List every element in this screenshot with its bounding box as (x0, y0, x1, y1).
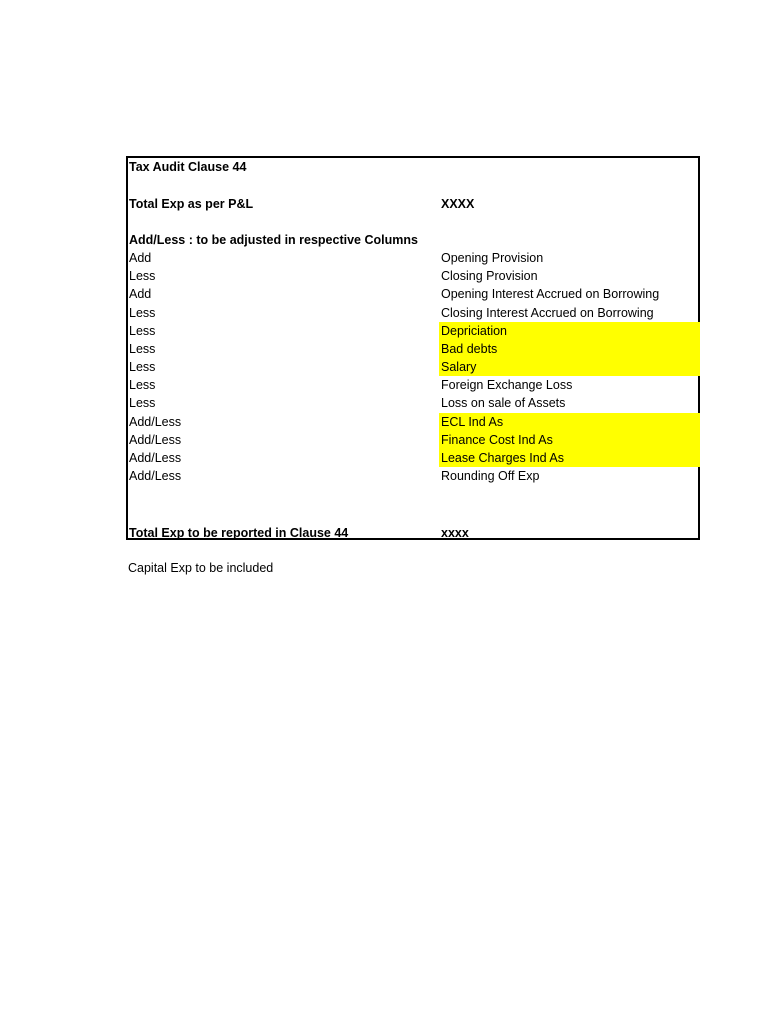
adjustment-type: Add/Less (129, 469, 182, 483)
table-row (128, 431, 700, 449)
table-row (128, 467, 700, 485)
adjustment-type: Less (129, 269, 156, 284)
adjustment-item: Opening Interest Accrued on Borrowing (441, 287, 660, 302)
adjustment-type: Less (129, 341, 156, 356)
reported-exp-value: xxxx (441, 526, 469, 540)
reported-exp-row (128, 524, 700, 542)
clause-44-table (126, 156, 700, 540)
table-row (128, 449, 700, 467)
adjustment-item: Foreign Exchange Loss (441, 378, 573, 393)
table-row (128, 322, 700, 340)
total-exp-row (128, 195, 700, 213)
adjustment-item: Loss on sale of Assets (441, 396, 566, 411)
adjustment-item: Lease Charges Ind As (439, 449, 700, 467)
adjustment-item: Closing Provision (441, 269, 538, 284)
table-row (128, 413, 700, 431)
adjust-heading: Add/Less : to be adjusted in respective Columns (129, 233, 418, 247)
adjustment-type: Less (129, 305, 156, 320)
adjustment-item: Rounding Off Exp (441, 469, 540, 483)
adjustment-type: Add/Less (129, 432, 182, 447)
adjustment-type: Add (129, 287, 152, 302)
adjustment-type: Less (129, 378, 156, 393)
table-row (128, 376, 700, 394)
table-row (128, 358, 700, 376)
adjustment-type: Add/Less (129, 450, 182, 465)
table-row (128, 304, 700, 322)
title-row (128, 158, 700, 176)
table-title: Tax Audit Clause 44 (129, 160, 247, 174)
total-exp-value: XXXX (441, 197, 475, 211)
adjustment-item: ECL Ind As (439, 413, 700, 431)
adjust-heading-row (128, 231, 700, 249)
adjustment-item: Bad debts (439, 340, 700, 358)
table-row (128, 285, 700, 303)
adjustment-item: Opening Provision (441, 251, 544, 265)
table-row (128, 340, 700, 358)
table-row (128, 267, 700, 285)
adjustment-item: Closing Interest Accrued on Borrowing (441, 305, 654, 320)
total-exp-label: Total Exp as per P&L (129, 197, 254, 211)
table-row (128, 249, 700, 267)
adjustment-type: Less (129, 360, 156, 374)
adjustment-type: Less (129, 396, 156, 411)
reported-exp-label: Total Exp to be reported in Clause 44 (129, 526, 349, 540)
adjustment-type: Add/Less (129, 414, 182, 429)
adjustment-item: Depriciation (439, 322, 700, 340)
adjustment-item: Finance Cost Ind As (439, 431, 700, 449)
capital-exp-note: Capital Exp to be included (128, 561, 274, 575)
adjustment-type: Add (129, 251, 152, 265)
adjustment-item: Salary (439, 358, 700, 376)
adjustment-type: Less (129, 323, 156, 338)
table-row (128, 394, 700, 412)
